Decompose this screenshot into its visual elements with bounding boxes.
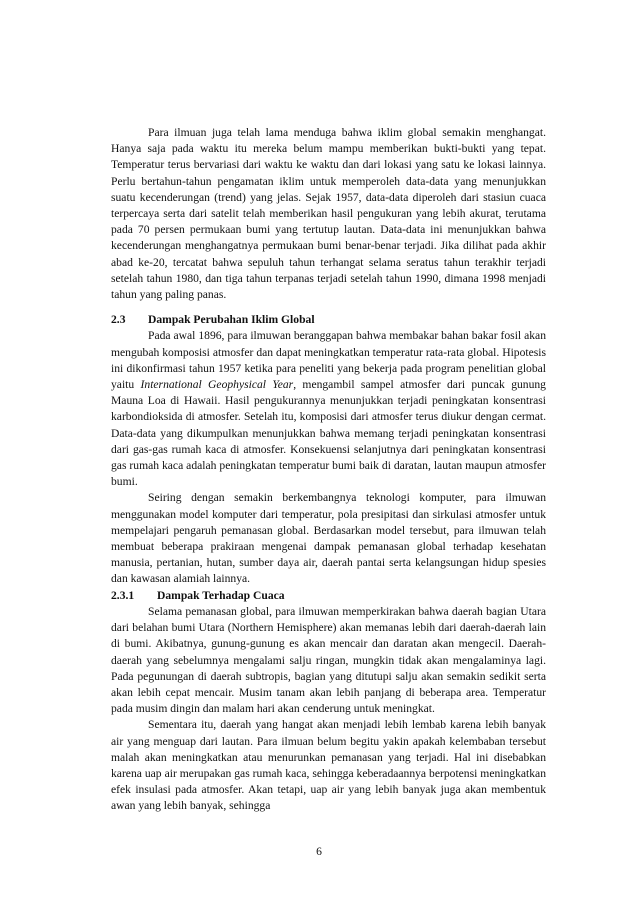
subsection-title: Dampak Terhadap Cuaca xyxy=(157,588,285,602)
paragraph-text-before-italic: Pada awal 1896, para ilmuwan beranggapan bahwa membakar bahan bakar fosil akan mengubah komposisi atmosfer dan dapat meningkatkan temperatur rata-rata global. Hipotesis ini dikonfirmasi tahun 1957 ketika para peneliti yang bekerja pada program penelitian global yaitu xyxy=(111,329,546,392)
section-title: Dampak Perubahan Iklim Global xyxy=(148,313,315,327)
section-heading-2-3-1 xyxy=(111,588,546,604)
section-number: 2.3 xyxy=(111,313,126,327)
page-number: 6 xyxy=(316,845,322,858)
section-heading-2-3 xyxy=(111,312,546,328)
section-2-3-paragraph-2: Seiring dengan semakin berkembangnya teknologi komputer, para ilmuwan menggunakan model komputer dari temperatur, pola presipitasi dan sirkulasi atmosfer untuk mempelajari pengaruh pemanasan global. Berdasarkan model tersebut, para ilmuwan telah membuat beberapa prakiraan mengenai dampak pemanasan global terhadap kesehatan manusia, pertanian, hutan, sumber daya air, daerah pantai serta kelangsungan hidup spesies dan kawasan alamiah lainnya. xyxy=(111,491,546,586)
italic-program-name: International Geophysical Year xyxy=(140,378,294,392)
paragraph-text-after-italic: , mengambil sampel atmosfer dari puncak gunung Mauna Loa di Hawaii. Hasil pengukurannya menunjukkan terjadi peningkatan konsentrasi karbondioksida di atmosfer. Setelah itu, komposisi dari atmosfer terus diukur dengan cermat. Data-data yang dikumpulkan menunjukkan bahwa memang terjadi peningkatan konsentrasi dari gas-gas rumah kaca di atmosfer. Konsekuensi selanjutnya dari peningkatan konsentrasi gas rumah kaca adalah peningkatan temperatur bumi baik di daratan, lautan maupun atmosfer bumi. xyxy=(111,378,546,489)
section-2-3-paragraph-1 xyxy=(111,328,546,490)
section-2-3-1-paragraph-2: Sementara itu, daerah yang hangat akan menjadi lebih lembab karena lebih banyak air yang menguap dari lautan. Para ilmuan belum begitu yakin apakah kelembaban tersebut malah akan meningkatkan atau menurunkan pemanasan yang terjadi. Hal ini disebabkan karena uap air merupakan gas rumah kaca, sehingga keberadaannya berpotensi meningkatkan efek insulasi pada atmosfer. Akan tetapi, uap air yang lebih banyak juga akan membentuk awan yang lebih banyak, sehingga xyxy=(111,718,546,813)
section-2-3-1-paragraph-1: Selama pemanasan global, para ilmuwan memperkirakan bahwa daerah bagian Utara dari belahan bumi Utara (Northern Hemisphere) akan memanas lebih dari daerah-daerah lain di bumi. Akibatnya, gunung-gunung es akan mencair dan daratan akan mengecil. Daerah-daerah yang sebelumnya mengalami salju ringan, mungkin tidak akan mengalaminya lagi. Pada pegunungan di daerah subtropis, bagian yang ditutupi salju akan semakin sedikit serta akan lebih cepat mencair. Musim tanam akan lebih panjang di beberapa area. Temperatur pada musim dingin dan malam hari akan cenderung untuk meningkat. xyxy=(111,604,546,716)
intro-paragraph: Para ilmuan juga telah lama menduga bahwa iklim global semakin menghangat. Hanya saja pada waktu itu mereka belum mampu memberikan bukti-bukti yang tepat. Temperatur terus bervariasi dari waktu ke waktu dan dari lokasi yang satu ke lokasi lainnya. Perlu bertahun-tahun pengamatan iklim untuk memperoleh data-data yang menunjukkan suatu kecenderungan (trend) yang jelas. Sejak 1957, data-data diperoleh dari stasiun cuaca terpercaya serta dari satelit telah memberikan hasil pengukuran yang lebih akurat, terutama pada 70 persen permukaan bumi yang tertutup lautan. Data-data ini menunjukkan bahwa kecenderungan menghangatnya permukaan bumi benar-benar terjadi. Jika dilihat pada akhir abad ke-20, tercatat bahwa sepuluh tahun terhangat selama seratus tahun terakhir terjadi setelah tahun 1980, dan tiga tahun terpanas terjadi setelah tahun 1990, dimana 1998 menjadi tahun yang paling panas. xyxy=(111,126,546,302)
subsection-number: 2.3.1 xyxy=(111,588,135,602)
page-body xyxy=(111,125,546,815)
